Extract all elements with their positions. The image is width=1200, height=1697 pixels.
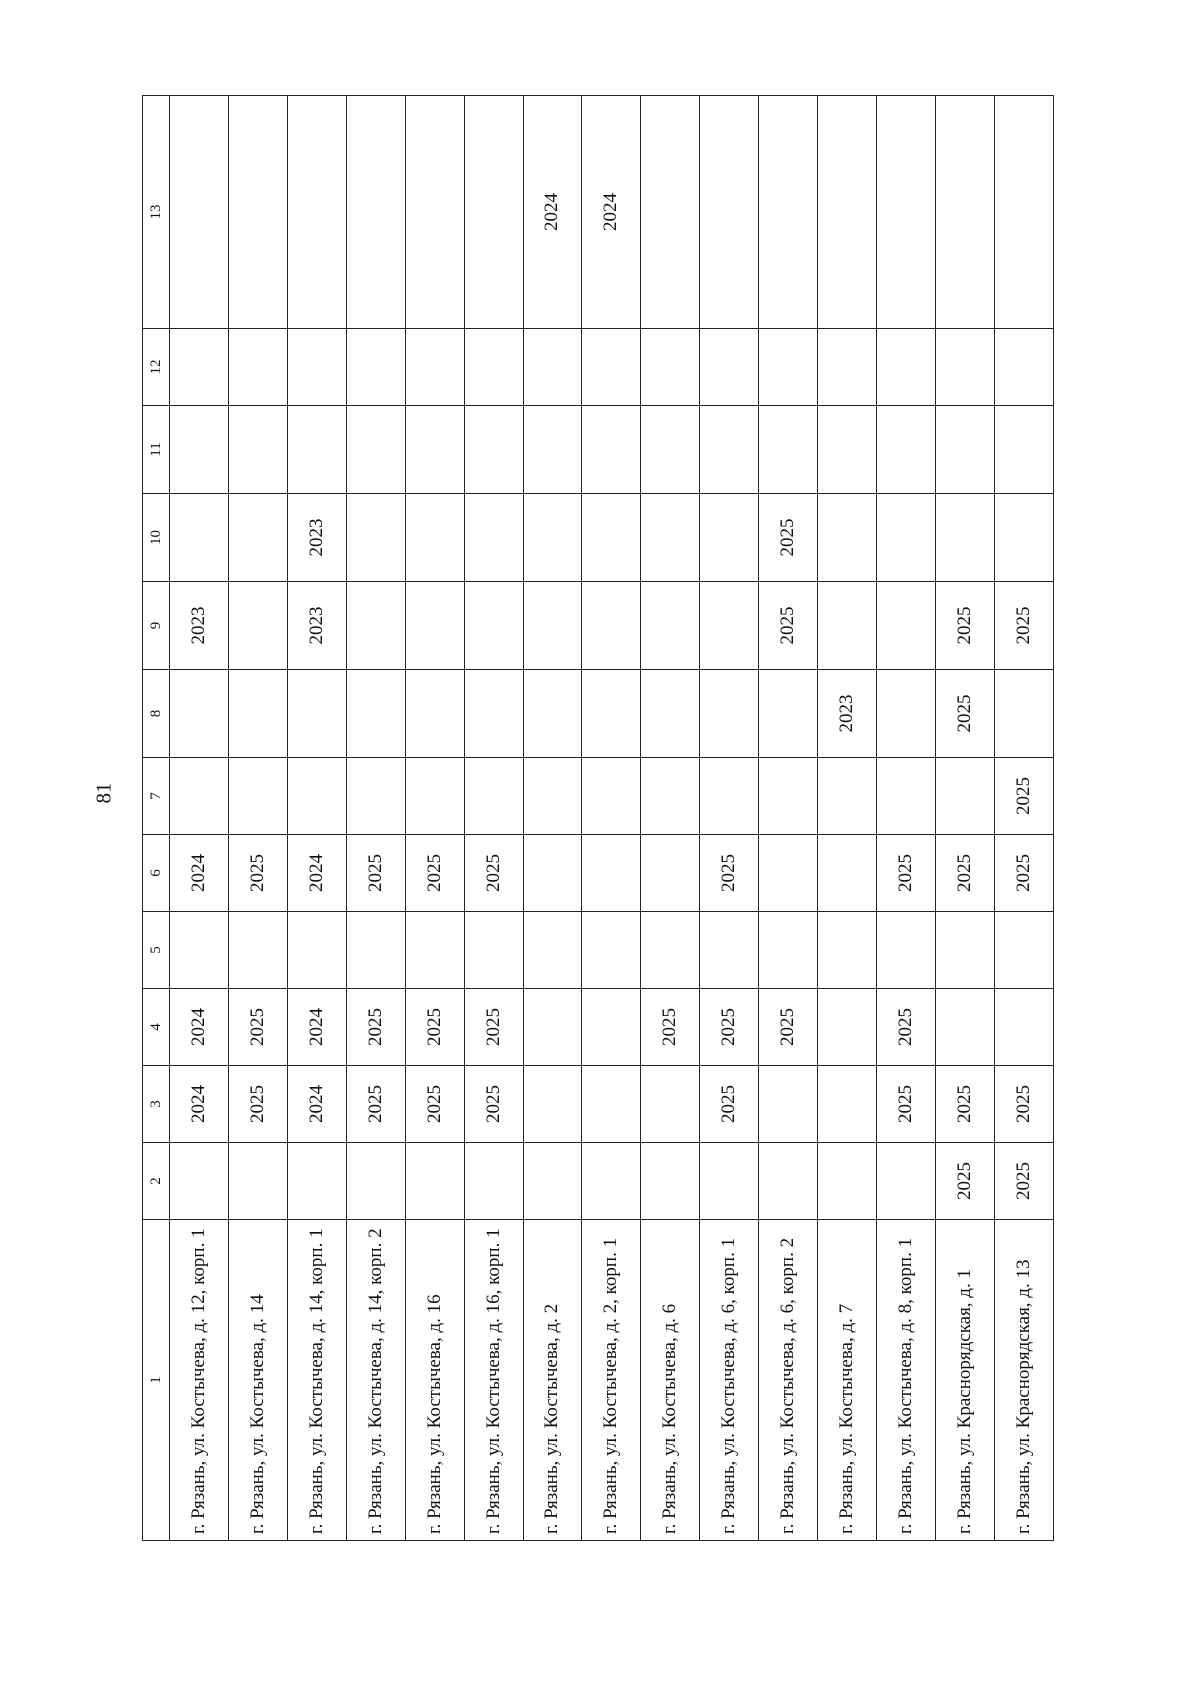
year-cell-col-5	[994, 912, 1053, 989]
year-cell-col-10	[346, 494, 405, 582]
year-cell-col-12	[287, 329, 346, 406]
year-cell-col-4	[935, 989, 994, 1066]
year-cell-col-3: 2025	[464, 1066, 523, 1143]
address-cell: г. Рязань, ул. Костычева, д. 2	[523, 1220, 582, 1541]
year-cell-col-6: 2025	[935, 835, 994, 912]
year-cell-col-10	[464, 494, 523, 582]
year-cell-col-6: 2025	[228, 835, 287, 912]
year-cell-col-8	[346, 670, 405, 758]
schedule-table	[142, 95, 1054, 1541]
year-cell-col-13: 2024	[582, 96, 641, 329]
year-cell-col-6: 2024	[170, 835, 229, 912]
column-header-7: 7	[143, 758, 170, 835]
year-cell-col-7	[641, 758, 700, 835]
year-cell-col-2	[641, 1143, 700, 1220]
year-cell-col-4: 2025	[405, 989, 464, 1066]
table-row	[287, 96, 346, 1541]
column-header-6: 6	[143, 835, 170, 912]
column-header-1: 1	[143, 1220, 170, 1541]
year-cell-col-7	[170, 758, 229, 835]
address-cell: г. Рязань, ул. Костычева, д. 16, корп. 1	[464, 1220, 523, 1541]
year-cell-col-9	[877, 582, 936, 670]
table-row	[464, 96, 523, 1541]
year-cell-col-2: 2025	[935, 1143, 994, 1220]
year-cell-col-9	[228, 582, 287, 670]
year-cell-col-10	[405, 494, 464, 582]
year-cell-col-12	[935, 329, 994, 406]
column-header-3: 3	[143, 1066, 170, 1143]
year-cell-col-3	[523, 1066, 582, 1143]
column-header-2: 2	[143, 1143, 170, 1220]
year-cell-col-4: 2025	[877, 989, 936, 1066]
year-cell-col-13: 2024	[523, 96, 582, 329]
year-cell-col-5	[818, 912, 877, 989]
column-header-10: 10	[143, 494, 170, 582]
year-cell-col-7	[935, 758, 994, 835]
schedule-table-container	[142, 96, 1054, 1541]
year-cell-col-3: 2025	[935, 1066, 994, 1143]
year-cell-col-13	[759, 96, 818, 329]
year-cell-col-5	[287, 912, 346, 989]
year-cell-col-12	[346, 329, 405, 406]
year-cell-col-8	[464, 670, 523, 758]
address-cell: г. Рязань, ул. Костычева, д. 2, корп. 1	[582, 1220, 641, 1541]
year-cell-col-5	[464, 912, 523, 989]
address-cell: г. Рязань, ул. Костычева, д. 7	[818, 1220, 877, 1541]
year-cell-col-10	[170, 494, 229, 582]
year-cell-col-2	[464, 1143, 523, 1220]
year-cell-col-2	[287, 1143, 346, 1220]
table-row	[582, 96, 641, 1541]
year-cell-col-7	[759, 758, 818, 835]
year-cell-col-6: 2025	[405, 835, 464, 912]
year-cell-col-13	[405, 96, 464, 329]
year-cell-col-7	[582, 758, 641, 835]
year-cell-col-3	[759, 1066, 818, 1143]
year-cell-col-5	[700, 912, 759, 989]
year-cell-col-10: 2023	[287, 494, 346, 582]
address-cell: г. Рязань, ул. Костычева, д. 6, корп. 2	[759, 1220, 818, 1541]
year-cell-col-9	[582, 582, 641, 670]
year-cell-col-12	[700, 329, 759, 406]
year-cell-col-3: 2025	[228, 1066, 287, 1143]
year-cell-col-4: 2025	[464, 989, 523, 1066]
year-cell-col-8: 2023	[818, 670, 877, 758]
year-cell-col-5	[582, 912, 641, 989]
year-cell-col-5	[877, 912, 936, 989]
year-cell-col-12	[464, 329, 523, 406]
year-cell-col-5	[228, 912, 287, 989]
year-cell-col-13	[287, 96, 346, 329]
year-cell-col-4	[818, 989, 877, 1066]
header-row	[143, 96, 170, 1541]
year-cell-col-2: 2025	[994, 1143, 1053, 1220]
year-cell-col-11	[759, 406, 818, 494]
year-cell-col-13	[700, 96, 759, 329]
year-cell-col-11	[346, 406, 405, 494]
table-body	[170, 96, 1054, 1541]
address-cell: г. Рязань, ул. Костычева, д. 14, корп. 2	[346, 1220, 405, 1541]
year-cell-col-13	[228, 96, 287, 329]
year-cell-col-4	[523, 989, 582, 1066]
year-cell-col-9: 2023	[170, 582, 229, 670]
year-cell-col-6: 2025	[994, 835, 1053, 912]
year-cell-col-7	[877, 758, 936, 835]
year-cell-col-6: 2025	[877, 835, 936, 912]
column-header-4: 4	[143, 989, 170, 1066]
year-cell-col-10	[994, 494, 1053, 582]
year-cell-col-2	[582, 1143, 641, 1220]
year-cell-col-6	[523, 835, 582, 912]
year-cell-col-12	[877, 329, 936, 406]
year-cell-col-8	[994, 670, 1053, 758]
address-cell: г. Рязань, ул. Костычева, д. 6, корп. 1	[700, 1220, 759, 1541]
year-cell-col-2	[523, 1143, 582, 1220]
year-cell-col-2	[877, 1143, 936, 1220]
year-cell-col-6	[582, 835, 641, 912]
year-cell-col-11	[935, 406, 994, 494]
year-cell-col-7	[287, 758, 346, 835]
table-row	[228, 96, 287, 1541]
year-cell-col-6	[641, 835, 700, 912]
year-cell-col-4: 2024	[287, 989, 346, 1066]
year-cell-col-10	[582, 494, 641, 582]
address-cell: г. Рязань, ул. Костычева, д. 14, корп. 1	[287, 1220, 346, 1541]
year-cell-col-11	[994, 406, 1053, 494]
year-cell-col-8: 2025	[935, 670, 994, 758]
year-cell-col-8	[523, 670, 582, 758]
year-cell-col-11	[523, 406, 582, 494]
table-row	[641, 96, 700, 1541]
year-cell-col-11	[287, 406, 346, 494]
year-cell-col-8	[759, 670, 818, 758]
year-cell-col-4: 2025	[641, 989, 700, 1066]
year-cell-col-10	[700, 494, 759, 582]
table-row	[935, 96, 994, 1541]
year-cell-col-12	[170, 329, 229, 406]
year-cell-col-11	[818, 406, 877, 494]
year-cell-col-12	[818, 329, 877, 406]
year-cell-col-8	[700, 670, 759, 758]
year-cell-col-5	[759, 912, 818, 989]
year-cell-col-7	[228, 758, 287, 835]
table-row	[523, 96, 582, 1541]
year-cell-col-12	[405, 329, 464, 406]
year-cell-col-9: 2025	[994, 582, 1053, 670]
table-header	[143, 96, 170, 1541]
address-cell: г. Рязань, ул. Краснорядская, д. 13	[994, 1220, 1053, 1541]
year-cell-col-9	[523, 582, 582, 670]
year-cell-col-6: 2025	[700, 835, 759, 912]
year-cell-col-3: 2025	[346, 1066, 405, 1143]
year-cell-col-7	[523, 758, 582, 835]
year-cell-col-3: 2024	[170, 1066, 229, 1143]
year-cell-col-10	[641, 494, 700, 582]
year-cell-col-7	[818, 758, 877, 835]
year-cell-col-12	[641, 329, 700, 406]
year-cell-col-4: 2025	[346, 989, 405, 1066]
year-cell-col-10	[935, 494, 994, 582]
address-cell: г. Рязань, ул. Костычева, д. 14	[228, 1220, 287, 1541]
year-cell-col-11	[877, 406, 936, 494]
year-cell-col-3: 2024	[287, 1066, 346, 1143]
year-cell-col-12	[523, 329, 582, 406]
year-cell-col-13	[346, 96, 405, 329]
year-cell-col-9	[818, 582, 877, 670]
year-cell-col-13	[170, 96, 229, 329]
table-row	[818, 96, 877, 1541]
address-cell: г. Рязань, ул. Костычева, д. 6	[641, 1220, 700, 1541]
year-cell-col-2	[818, 1143, 877, 1220]
year-cell-col-5	[170, 912, 229, 989]
year-cell-col-11	[582, 406, 641, 494]
year-cell-col-3	[641, 1066, 700, 1143]
year-cell-col-8	[877, 670, 936, 758]
year-cell-col-4	[994, 989, 1053, 1066]
year-cell-col-6: 2025	[464, 835, 523, 912]
column-header-11: 11	[143, 406, 170, 494]
year-cell-col-9	[641, 582, 700, 670]
year-cell-col-3	[582, 1066, 641, 1143]
table-row	[170, 96, 229, 1541]
year-cell-col-4: 2024	[170, 989, 229, 1066]
year-cell-col-2	[759, 1143, 818, 1220]
year-cell-col-10	[228, 494, 287, 582]
year-cell-col-12	[994, 329, 1053, 406]
address-cell: г. Рязань, ул. Костычева, д. 12, корп. 1	[170, 1220, 229, 1541]
year-cell-col-10	[523, 494, 582, 582]
year-cell-col-13	[935, 96, 994, 329]
year-cell-col-8	[228, 670, 287, 758]
year-cell-col-7	[405, 758, 464, 835]
year-cell-col-9	[346, 582, 405, 670]
year-cell-col-2	[405, 1143, 464, 1220]
column-header-8: 8	[143, 670, 170, 758]
table-row	[994, 96, 1053, 1541]
table-row	[346, 96, 405, 1541]
column-header-12: 12	[143, 329, 170, 406]
year-cell-col-9: 2025	[759, 582, 818, 670]
year-cell-col-9	[464, 582, 523, 670]
year-cell-col-11	[641, 406, 700, 494]
year-cell-col-11	[170, 406, 229, 494]
year-cell-col-8	[170, 670, 229, 758]
year-cell-col-3: 2025	[994, 1066, 1053, 1143]
year-cell-col-6: 2025	[346, 835, 405, 912]
year-cell-col-13	[464, 96, 523, 329]
year-cell-col-4: 2025	[228, 989, 287, 1066]
year-cell-col-5	[346, 912, 405, 989]
year-cell-col-4: 2025	[700, 989, 759, 1066]
year-cell-col-9	[405, 582, 464, 670]
column-header-9: 9	[143, 582, 170, 670]
year-cell-col-10	[877, 494, 936, 582]
year-cell-col-13	[818, 96, 877, 329]
year-cell-col-11	[464, 406, 523, 494]
year-cell-col-5	[405, 912, 464, 989]
year-cell-col-8	[287, 670, 346, 758]
year-cell-col-2	[346, 1143, 405, 1220]
column-header-5: 5	[143, 912, 170, 989]
year-cell-col-7	[464, 758, 523, 835]
year-cell-col-12	[759, 329, 818, 406]
address-cell: г. Рязань, ул. Костычева, д. 8, корп. 1	[877, 1220, 936, 1541]
year-cell-col-2	[228, 1143, 287, 1220]
year-cell-col-11	[405, 406, 464, 494]
year-cell-col-8	[405, 670, 464, 758]
year-cell-col-9: 2025	[935, 582, 994, 670]
table-row	[405, 96, 464, 1541]
year-cell-col-6	[818, 835, 877, 912]
year-cell-col-4	[582, 989, 641, 1066]
table-row	[877, 96, 936, 1541]
year-cell-col-10	[818, 494, 877, 582]
year-cell-col-11	[228, 406, 287, 494]
year-cell-col-7	[700, 758, 759, 835]
address-cell: г. Рязань, ул. Костычева, д. 16	[405, 1220, 464, 1541]
address-cell: г. Рязань, ул. Краснорядская, д. 1	[935, 1220, 994, 1541]
column-header-13: 13	[143, 96, 170, 329]
year-cell-col-13	[994, 96, 1053, 329]
year-cell-col-12	[228, 329, 287, 406]
year-cell-col-13	[641, 96, 700, 329]
year-cell-col-10: 2025	[759, 494, 818, 582]
year-cell-col-5	[641, 912, 700, 989]
year-cell-col-3: 2025	[877, 1066, 936, 1143]
year-cell-col-12	[582, 329, 641, 406]
year-cell-col-3	[818, 1066, 877, 1143]
year-cell-col-9: 2023	[287, 582, 346, 670]
year-cell-col-13	[877, 96, 936, 329]
year-cell-col-11	[700, 406, 759, 494]
year-cell-col-8	[641, 670, 700, 758]
year-cell-col-5	[935, 912, 994, 989]
year-cell-col-5	[523, 912, 582, 989]
year-cell-col-2	[170, 1143, 229, 1220]
year-cell-col-8	[582, 670, 641, 758]
year-cell-col-7: 2025	[994, 758, 1053, 835]
year-cell-col-4: 2025	[759, 989, 818, 1066]
year-cell-col-2	[700, 1143, 759, 1220]
year-cell-col-3: 2025	[405, 1066, 464, 1143]
year-cell-col-6	[759, 835, 818, 912]
year-cell-col-3: 2025	[700, 1066, 759, 1143]
table-row	[700, 96, 759, 1541]
year-cell-col-7	[346, 758, 405, 835]
page-number-text: 81	[91, 782, 116, 804]
year-cell-col-9	[700, 582, 759, 670]
table-row	[759, 96, 818, 1541]
year-cell-col-6: 2024	[287, 835, 346, 912]
